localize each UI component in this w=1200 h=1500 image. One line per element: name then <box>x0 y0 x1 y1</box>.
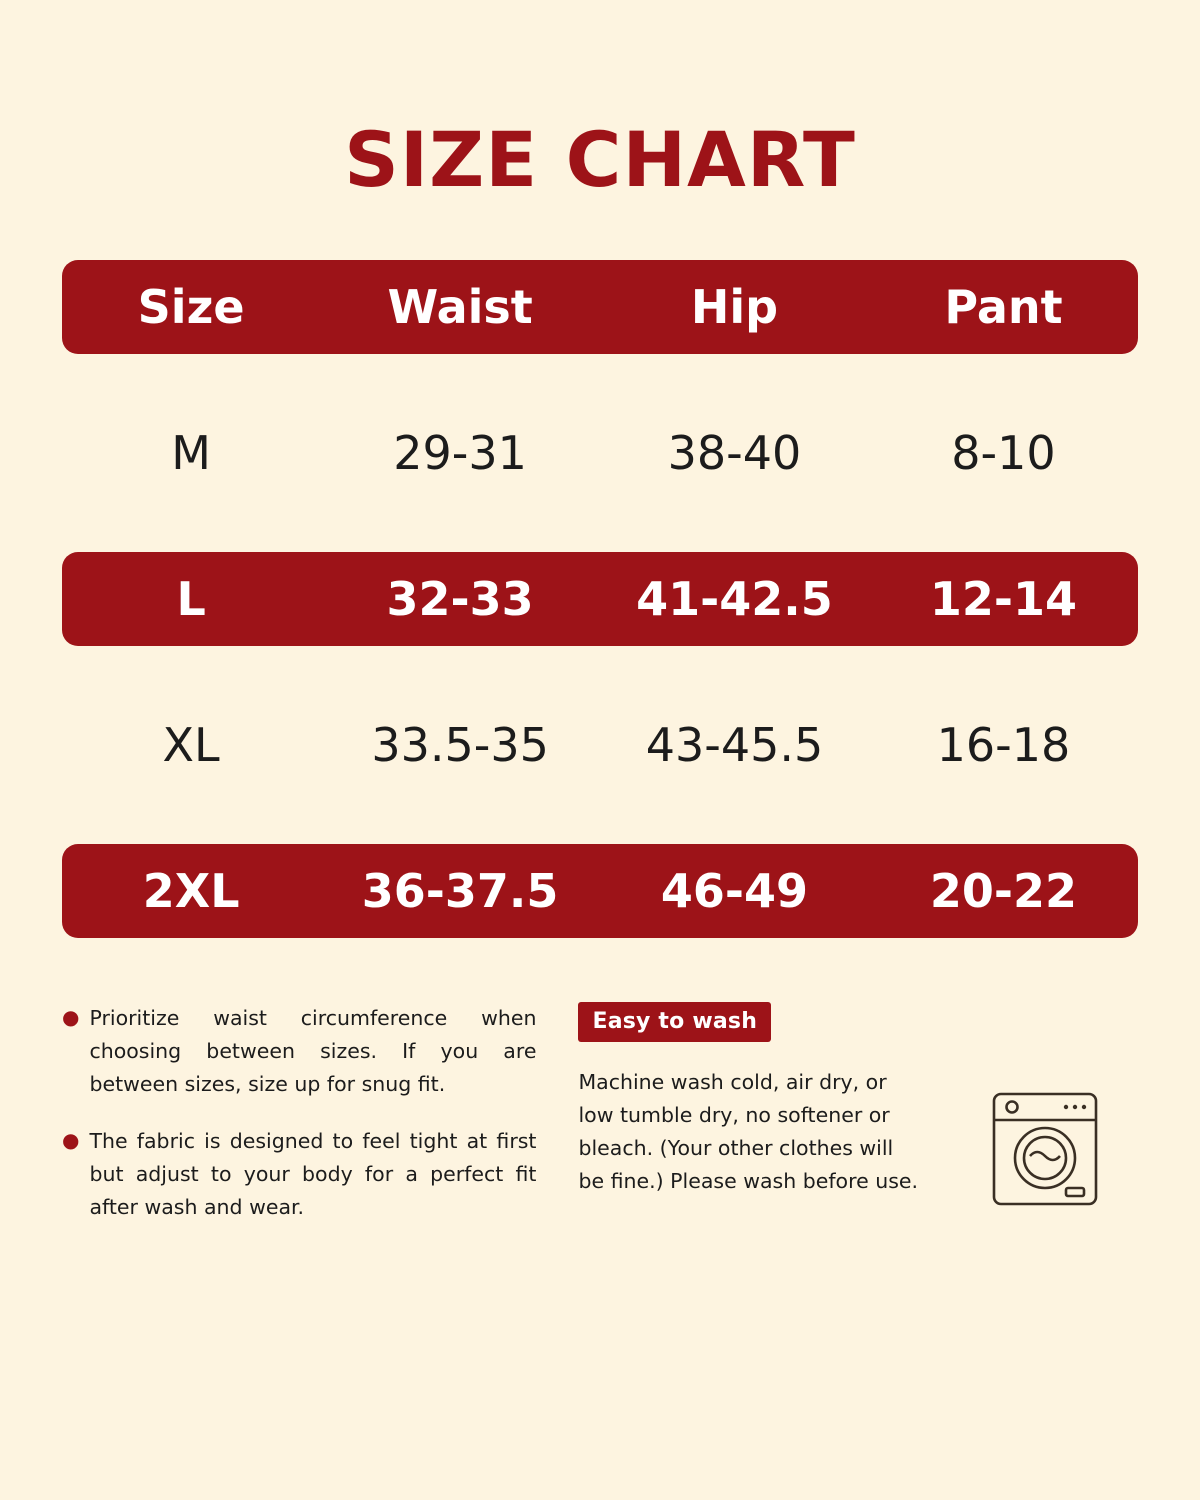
cell-pant: 20-22 <box>929 864 1078 918</box>
column-header-pant: Pant <box>944 280 1063 334</box>
page-title: SIZE CHART <box>344 115 856 204</box>
cell-size: L <box>176 572 206 626</box>
cell-size: 2XL <box>142 864 240 918</box>
note-text: Prioritize waist circumference when choosing between sizes. If you are between sizes, size up for snug fit. <box>89 1006 537 1096</box>
notes-section <box>62 1002 1138 1248</box>
table-header-row <box>62 260 1138 354</box>
fit-notes-list <box>62 1002 578 1248</box>
table-row <box>62 844 1138 938</box>
washing-machine-icon <box>990 1090 1100 1212</box>
note-text: The fabric is designed to feel tight at first but adjust to your body for a perfect fit after wash and wear. <box>89 1129 537 1219</box>
cell-pant: 12-14 <box>929 572 1078 626</box>
cell-hip: 41-42.5 <box>636 572 833 626</box>
cell-hip: 38-40 <box>667 426 802 480</box>
cell-waist: 33.5-35 <box>371 718 549 772</box>
cell-pant: 16-18 <box>936 718 1071 772</box>
cell-size: XL <box>162 718 220 772</box>
row-spacer <box>62 354 1138 406</box>
cell-waist: 36-37.5 <box>361 864 559 918</box>
row-spacer <box>62 646 1138 698</box>
care-instructions <box>578 1002 1138 1248</box>
row-spacer <box>62 792 1138 844</box>
table-row <box>62 406 1138 500</box>
cell-pant: 8-10 <box>951 426 1056 480</box>
cell-waist: 32-33 <box>386 572 534 626</box>
column-header-waist: Waist <box>387 280 533 334</box>
table-row <box>62 698 1138 792</box>
table-row <box>62 552 1138 646</box>
column-header-size: Size <box>137 280 245 334</box>
column-header-hip: Hip <box>690 280 779 334</box>
size-chart-table <box>62 260 1138 938</box>
bullet-icon: ● <box>62 1128 80 1152</box>
cell-size: M <box>171 426 211 480</box>
row-spacer <box>62 500 1138 552</box>
cell-waist: 29-31 <box>393 426 527 480</box>
list-item <box>62 1125 536 1224</box>
bullet-icon: ● <box>62 1005 80 1029</box>
status-badge: Easy to wash <box>578 1002 771 1042</box>
list-item <box>62 1002 536 1101</box>
cell-hip: 46-49 <box>660 864 809 918</box>
cell-hip: 43-45.5 <box>645 718 824 772</box>
care-text: Machine wash cold, air dry, or low tumble dry, no softener or bleach. (Your other clothes will be fine.) Please wash before use. <box>578 1070 919 1193</box>
